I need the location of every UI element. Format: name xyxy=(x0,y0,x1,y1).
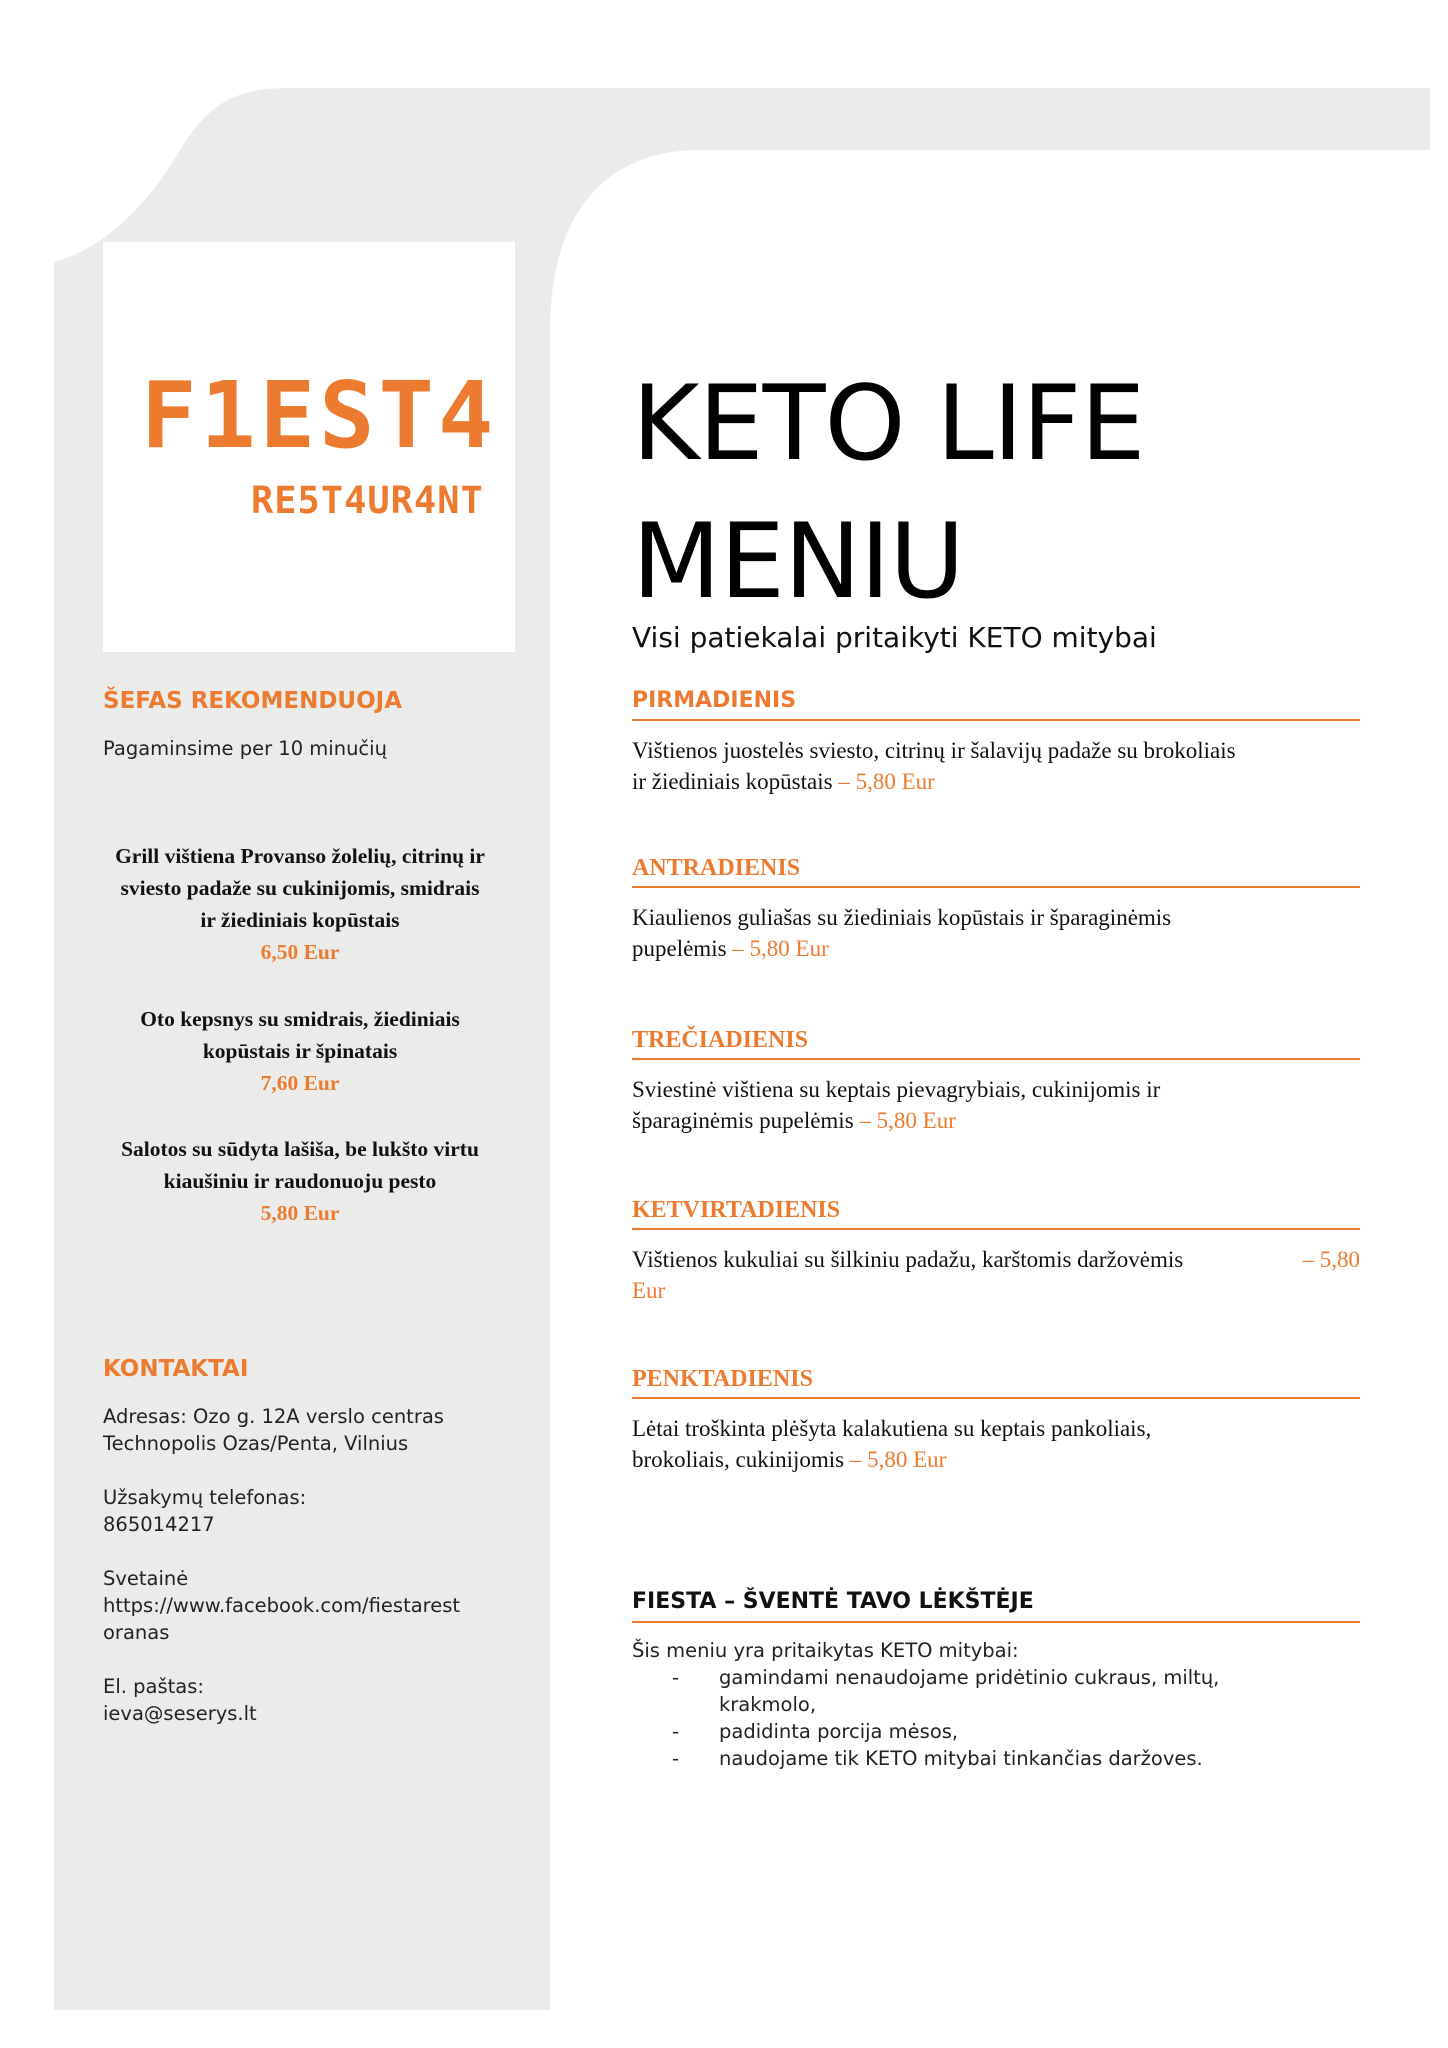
dish-name-line: Salotos su sūdyta lašiša, be lukšto virtu xyxy=(121,1137,479,1161)
list-item-text: padidinta porcija mėsos, xyxy=(719,1720,959,1743)
phone-label: Užsakymų telefonas: xyxy=(103,1486,307,1509)
day-price: – 5,80 xyxy=(1302,1247,1360,1272)
contacts-heading: KONTAKTAI xyxy=(103,1356,249,1382)
email-label: El. paštas: xyxy=(103,1675,204,1698)
list-item-text: gamindami nenaudojame pridėtinio cukraus, miltų, xyxy=(719,1666,1220,1689)
chef-dish xyxy=(80,1003,520,1099)
day-price: – 5,80 Eur xyxy=(832,769,935,794)
chef-dish xyxy=(80,1133,520,1229)
dish-name-line: Grill vištiena Provanso žolelių, citrinų ir xyxy=(115,844,485,868)
list-item xyxy=(632,1745,1360,1772)
logo xyxy=(103,242,515,652)
dash-bullet: - xyxy=(672,1747,680,1770)
contacts-section xyxy=(103,1358,515,1727)
dish-name-line: ir žiediniais kopūstais xyxy=(200,908,400,932)
day-heading: PENKTADIENIS xyxy=(632,1364,1360,1399)
website-link[interactable]: https://www.facebook.com/fiestarest xyxy=(103,1594,461,1617)
chef-heading: ŠEFAS REKOMENDUOJA xyxy=(103,688,403,714)
dish-name-line: kopūstais ir špinatais xyxy=(202,1039,398,1063)
fiesta-list xyxy=(632,1664,1360,1772)
email-link[interactable]: ieva@seserys.lt xyxy=(103,1702,257,1725)
day-price: – 5,80 Eur xyxy=(853,1108,956,1133)
list-item-text: krakmolo, xyxy=(719,1693,817,1716)
day-dish-line: Kiaulienos guliašas su žiediniais kopūstais ir šparaginėmis xyxy=(632,905,1172,930)
day-monday xyxy=(632,686,1360,797)
day-friday xyxy=(632,1364,1360,1475)
title-line: KETO LIFE xyxy=(632,364,1145,484)
fiesta-heading: FIESTA – ŠVENTĖ TAVO LĖKŠTĖJE xyxy=(632,1587,1360,1623)
dish-name-line: kiaušiniu ir raudonuoju pesto xyxy=(163,1169,437,1193)
page-title xyxy=(632,355,1144,631)
day-dish-line: Sviestinė vištiena su keptais pievagrybiais, cukinijomis ir xyxy=(632,1077,1161,1102)
chef-section xyxy=(103,690,515,762)
title-line: MENIU xyxy=(632,502,964,622)
day-dish-line: Lėtai troškinta plėšyta kalakutiena su keptais pankoliais, xyxy=(632,1416,1152,1441)
dish-price: 7,60 Eur xyxy=(260,1071,340,1095)
logo-sub-text: RE5T4UR4NT xyxy=(251,479,484,522)
chef-dish xyxy=(80,840,520,968)
chef-note: Pagaminsime per 10 minučių xyxy=(103,737,387,760)
day-tuesday xyxy=(632,853,1360,964)
day-price: – 5,80 Eur xyxy=(844,1447,947,1472)
day-heading: TREČIADIENIS xyxy=(632,1025,1360,1060)
dash-bullet: - xyxy=(672,1666,680,1689)
day-price-cont: Eur xyxy=(632,1278,666,1303)
address-line: Technopolis Ozas/Penta, Vilnius xyxy=(103,1432,409,1455)
list-item xyxy=(632,1718,1360,1745)
logo-main-text: F1EST4 xyxy=(141,362,498,469)
day-dish-line: Vištienos juostelės sviesto, citrinų ir šalavijų padaže su brokoliais xyxy=(632,738,1236,763)
day-dish-line: Vištienos kukuliai su šilkiniu padažu, karštomis daržovėmis xyxy=(632,1247,1184,1272)
day-price: – 5,80 Eur xyxy=(726,936,829,961)
fiesta-section xyxy=(632,1587,1360,1772)
day-dish-line: brokoliais, cukinijomis xyxy=(632,1447,845,1472)
day-dish-line: šparaginėmis pupelėmis xyxy=(632,1108,854,1133)
dish-price: 5,80 Eur xyxy=(260,1201,340,1225)
day-thursday xyxy=(632,1195,1360,1306)
phone-number[interactable]: 865014217 xyxy=(103,1513,215,1536)
day-dish-line: ir žiediniais kopūstais xyxy=(632,769,833,794)
day-heading: PIRMADIENIS xyxy=(632,686,1360,721)
day-wednesday xyxy=(632,1025,1360,1136)
address-line: Adresas: Ozo g. 12A verslo centras xyxy=(103,1405,444,1428)
fiesta-intro: Šis meniu yra pritaikytas KETO mitybai: xyxy=(632,1639,1019,1662)
dish-name-line: sviesto padaže su cukinijomis, smidrais xyxy=(120,876,480,900)
day-dish-line: pupelėmis xyxy=(632,936,727,961)
dash-bullet: - xyxy=(672,1720,680,1743)
dish-name-line: Oto kepsnys su smidrais, žiediniais xyxy=(140,1007,460,1031)
day-heading: ANTRADIENIS xyxy=(632,853,1360,888)
dish-price: 6,50 Eur xyxy=(260,940,340,964)
page-subtitle: Visi patiekalai pritaikyti KETO mitybai xyxy=(632,621,1157,654)
website-link-cont[interactable]: oranas xyxy=(103,1621,170,1644)
website-label: Svetainė xyxy=(103,1567,189,1590)
day-heading: KETVIRTADIENIS xyxy=(632,1195,1360,1230)
list-item xyxy=(632,1664,1360,1718)
list-item-text: naudojame tik KETO mitybai tinkančias daržoves. xyxy=(719,1747,1203,1770)
